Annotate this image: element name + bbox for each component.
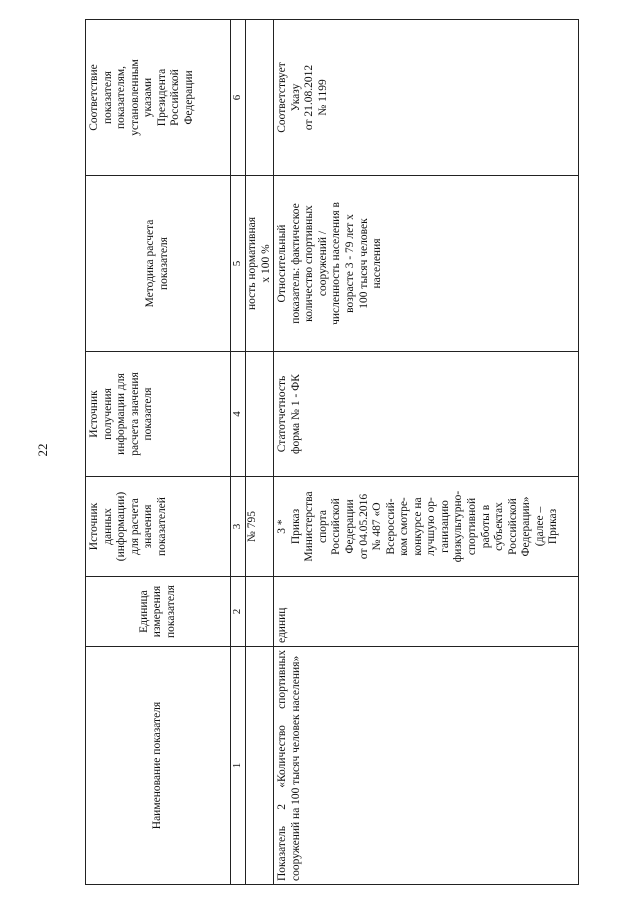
header-compliance: Соответствие показателя показателям, установленным указами Президента Российской Федерации bbox=[86, 20, 231, 176]
indicator-data-source: 3 * Приказ Министерства спорта Российской Федерации от 04.05.2016 № 487 «О Всероссий- ком смотре- конкурсе на лучшую ор- ганизацию физкультурно- спортивной работы в субъектах Российской Федерации» (далее – Приказ bbox=[274, 477, 579, 577]
header-row bbox=[86, 20, 231, 885]
rotated-table-area bbox=[85, 20, 575, 885]
indicator-unit: единиц bbox=[274, 577, 579, 647]
table-sheet bbox=[85, 20, 575, 885]
continuation-cell bbox=[246, 20, 274, 176]
continuation-cell bbox=[246, 647, 274, 885]
column-number: 6 bbox=[231, 20, 246, 176]
indicator-method: Относительный показатель: фактическое количество спортивных сооружений / численность населения в возрасте 3 - 79 лет х 100 тысяч человек населения bbox=[274, 176, 579, 352]
header-method: Методика расчета показателя bbox=[86, 176, 231, 352]
continuation-cell bbox=[246, 577, 274, 647]
indicator-name: Показатель 2 «Количество спортивных сооружений на 100 тысяч человек населения» bbox=[274, 647, 579, 885]
header-info-source: Источник получения информации для расчета значения показателя bbox=[86, 352, 231, 477]
column-number: 3 bbox=[231, 477, 246, 577]
indicator-info-source: Статотчетность форма № 1 - ФК bbox=[274, 352, 579, 477]
table-row bbox=[274, 20, 579, 885]
column-number-row bbox=[231, 20, 246, 885]
continuation-row bbox=[246, 20, 274, 885]
header-name: Наименование показателя bbox=[86, 647, 231, 885]
column-number: 1 bbox=[231, 647, 246, 885]
continuation-method: ность нормативная х 100 % bbox=[246, 176, 274, 352]
indicator-compliance: Соответствует Указу от 21.08.2012 № 1199 bbox=[274, 20, 579, 176]
header-unit: Единица измерения показателя bbox=[86, 577, 231, 647]
column-number: 4 bbox=[231, 352, 246, 477]
header-data-source: Источник данных (информации) для расчета значения показателей bbox=[86, 477, 231, 577]
continuation-cell bbox=[246, 352, 274, 477]
continuation-data-source: № 795 bbox=[246, 477, 274, 577]
column-number: 5 bbox=[231, 176, 246, 352]
column-number: 2 bbox=[231, 577, 246, 647]
indicator-table bbox=[85, 19, 579, 885]
page-number: 22 bbox=[35, 443, 50, 457]
